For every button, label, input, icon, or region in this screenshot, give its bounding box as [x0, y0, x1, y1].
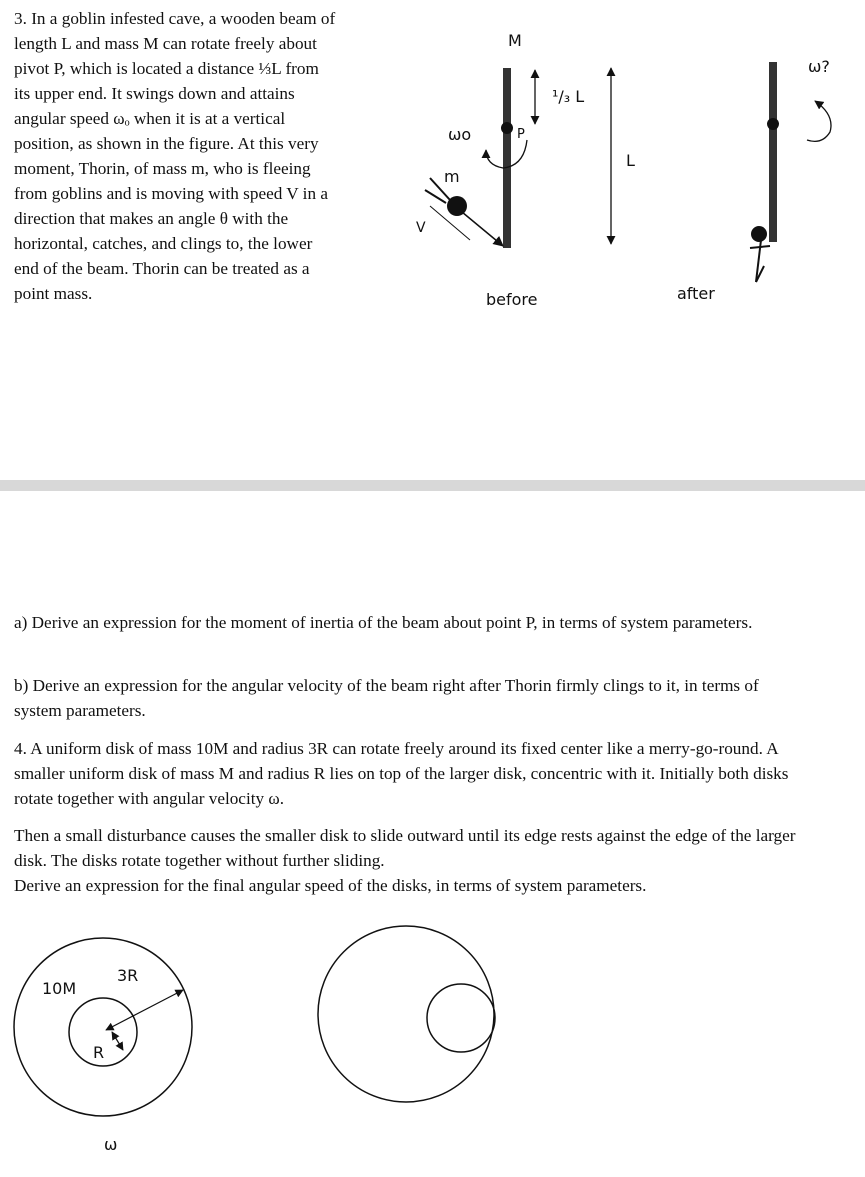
problem-4-line: Derive an expression for the final angular speed of the disks, in terms of system parameters.: [14, 876, 647, 895]
label-third-length: ¹/₃ L: [552, 87, 585, 106]
problem-3-line: position, as shown in the figure. At this very: [14, 134, 319, 153]
large-disk-initial: [14, 938, 192, 1116]
label-omega: ω: [104, 1135, 118, 1154]
label-R: R: [93, 1043, 105, 1062]
label-pivot-P: P: [517, 127, 525, 142]
small-disk-final: [427, 984, 495, 1052]
problem-3-line: moment, Thorin, of mass m, who is fleeing: [14, 159, 311, 178]
part-b-question: b) Derive an expression for the angular velocity of the beam right after Thorin firmly clings to it, in terms of system parameters.: [14, 676, 759, 720]
label-10M: 10M: [42, 979, 77, 998]
problem-3-line: 3. In a goblin infested cave, a wooden beam of: [14, 9, 336, 28]
label-velocity-V: V: [416, 220, 426, 236]
problem-3-line: from goblins and is moving with speed V in a: [14, 184, 328, 203]
problem-4-statement: 4. A uniform disk of mass 10M and radius 3R can rotate freely around its fixed center like a merry-go-round. A smaller uniform disk of mass M and radius R lies on top of the larger disk, concentric with it. Initially both disks rotate together with angular velocity ω.: [14, 739, 789, 808]
label-omega0: ωo: [448, 125, 472, 144]
problem-3-line: horizontal, catches, and clings to, the lower: [14, 234, 313, 253]
radius-3R-arrow: [106, 990, 183, 1030]
label-mass-m: m: [444, 167, 460, 186]
problem-3-line: its upper end. It swings down and attains: [14, 84, 295, 103]
problem-3-line: direction that makes an angle θ with the: [14, 209, 289, 228]
part-a-question: a) Derive an expression for the moment of inertia of the beam about point P, in terms of system parameters.: [14, 613, 753, 632]
label-omega-unknown: ω?: [808, 57, 830, 76]
label-after: after: [677, 284, 715, 303]
label-mass-M: M: [508, 31, 522, 50]
label-before: before: [486, 290, 538, 309]
large-disk-final: [318, 926, 494, 1102]
problem-3-line: end of the beam. Thorin can be treated as a: [14, 259, 310, 278]
label-3R: 3R: [117, 966, 139, 985]
radius-R-arrow: [112, 1032, 123, 1050]
problem-4-line: Then a small disturbance causes the smaller disk to slide outward until its edge rests against the edge of the larger disk. The disks rotate together without further sliding.: [14, 826, 796, 870]
problem-3-line: point mass.: [14, 284, 93, 303]
problem-3-line: length L and mass M can rotate freely about: [14, 34, 317, 53]
problem-3-line: pivot P, which is located a distance ⅓L from: [14, 59, 319, 78]
problem-3-line: angular speed ωₒ when it is at a vertical: [14, 109, 286, 128]
label-length-L: L: [626, 151, 635, 170]
